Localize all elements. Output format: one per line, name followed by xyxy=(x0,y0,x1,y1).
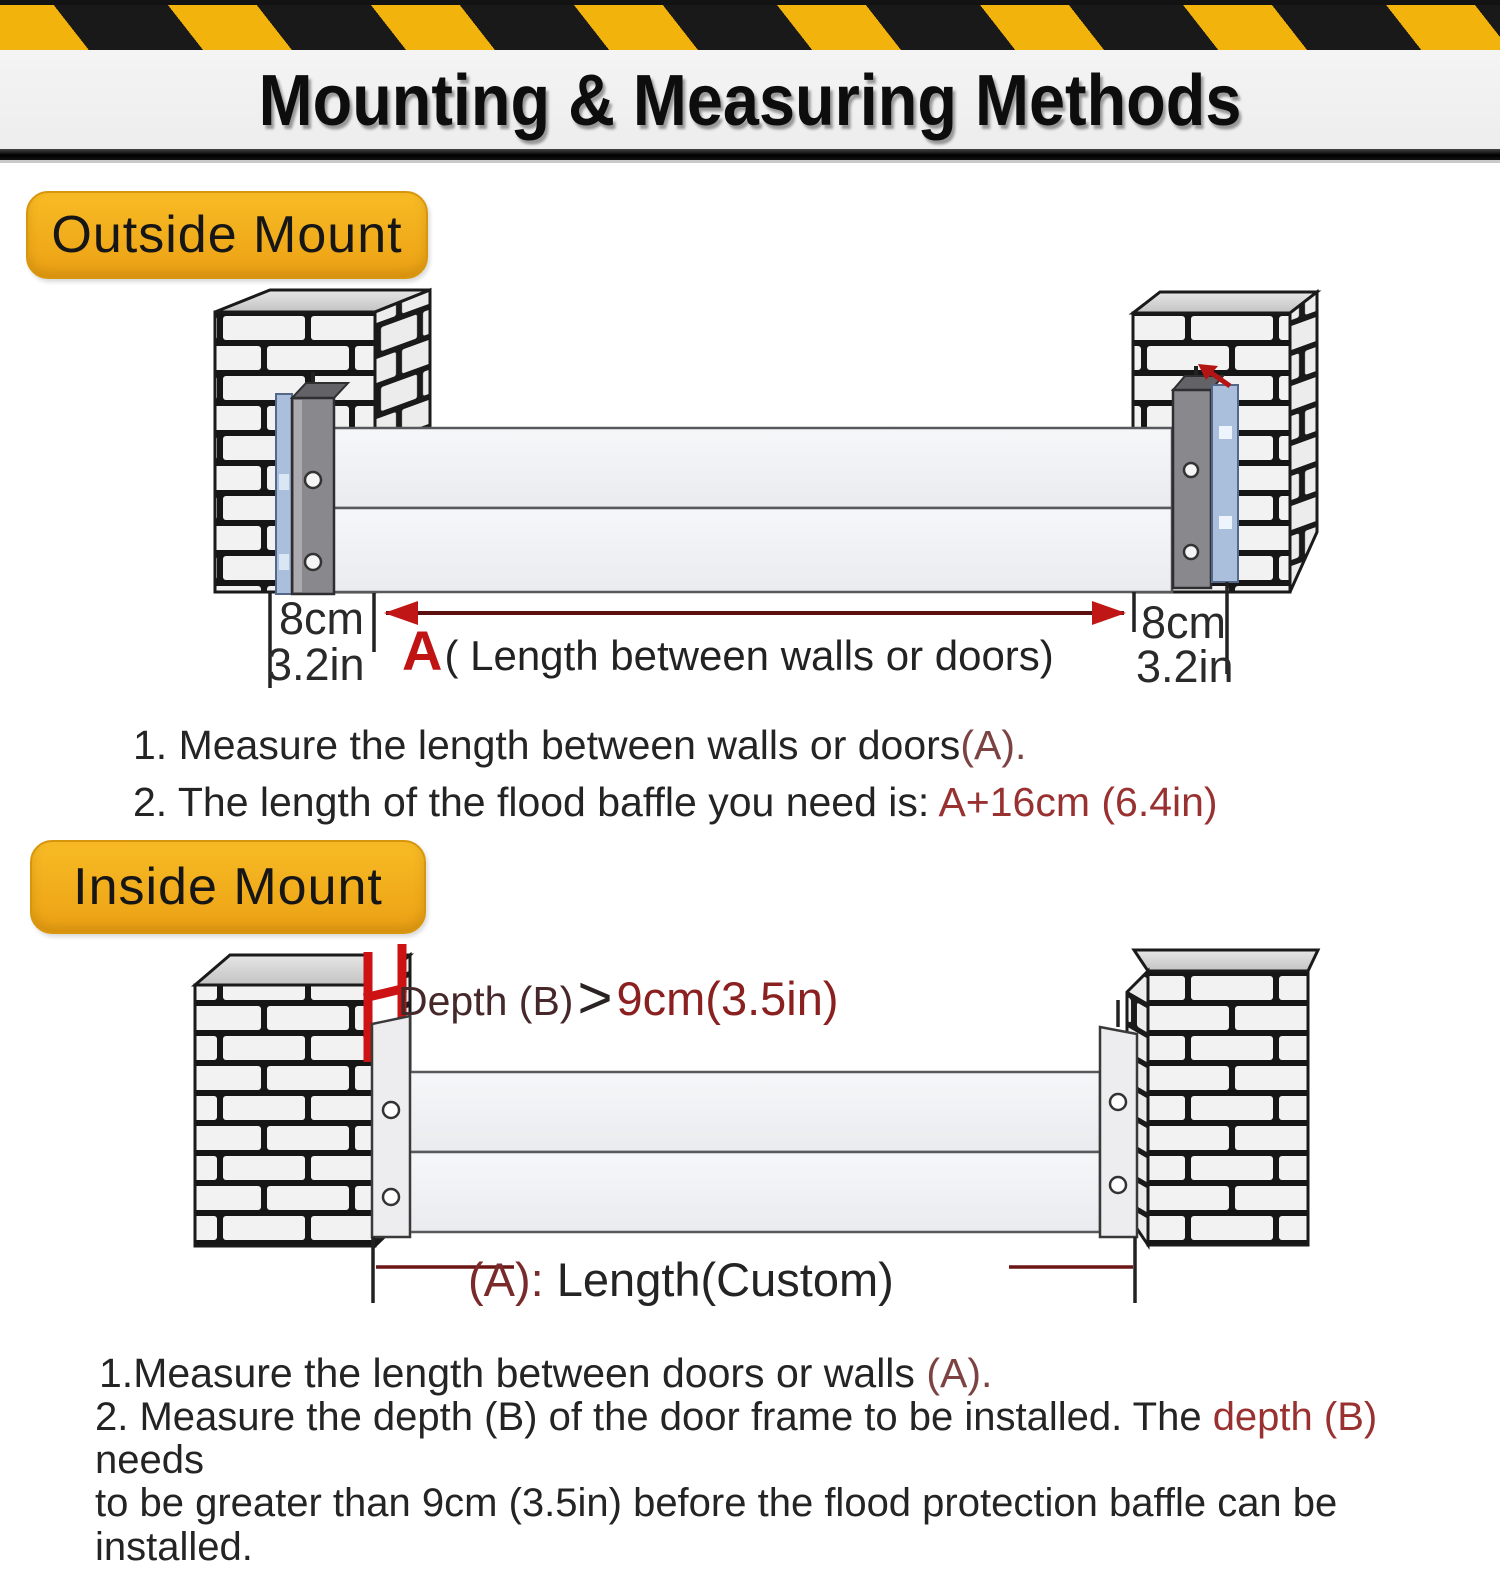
greater-than-sign: > xyxy=(577,964,613,1031)
inside-step-2 xyxy=(95,1396,1487,1569)
step-text: 1. Measure the length between walls or doors xyxy=(133,722,961,768)
screw-hole xyxy=(305,472,321,488)
step-text: 2. The length of the flood baffle you need is: xyxy=(133,779,939,825)
arrowhead-right-icon xyxy=(1092,601,1126,625)
step-highlight: (A). xyxy=(960,722,1027,768)
baffle-panel-bottom xyxy=(408,1152,1100,1232)
length-label-rest: ( Length between walls or doors) xyxy=(444,632,1054,679)
outside-mount-badge-label: Outside Mount xyxy=(51,206,403,264)
seal-strip xyxy=(1212,385,1238,582)
outside-step-2 xyxy=(133,779,1218,826)
flood-baffle xyxy=(332,428,1172,592)
baffle-panel-top xyxy=(332,428,1172,508)
depth-label-value: 9cm(3.5in) xyxy=(616,972,839,1025)
step-text: to be greater than 9cm (3.5in) before the flood protection baffle can be installed. xyxy=(95,1481,1338,1569)
inside-mount-badge xyxy=(30,840,426,934)
screw-hole xyxy=(383,1102,399,1118)
pillar-top-face xyxy=(1134,950,1318,971)
screw-hole xyxy=(1110,1094,1126,1110)
outside-length-label xyxy=(402,618,1054,683)
step-text: 2. Measure the depth (B) of the door frame to be installed. The xyxy=(95,1395,1213,1439)
length-label-rest: Length(Custom) xyxy=(543,1253,894,1306)
step-text: 1.Measure the length between doors or walls xyxy=(99,1350,927,1396)
title-divider xyxy=(0,149,1500,163)
length-label-a: (A): xyxy=(468,1253,544,1306)
length-label-a: A xyxy=(402,619,443,682)
step-highlight: depth (B) xyxy=(1212,1395,1378,1439)
depth-label-text: Depth (B) xyxy=(398,978,574,1024)
step-highlight: A+16cm (6.4in) xyxy=(938,779,1218,825)
outside-mount-badge xyxy=(26,191,428,279)
screw-hole xyxy=(1110,1177,1126,1193)
bracket-highlight xyxy=(294,400,302,592)
flood-baffle xyxy=(408,1072,1100,1232)
pillar-front-face xyxy=(195,985,375,1246)
depth-label xyxy=(398,960,839,1029)
seal-mark xyxy=(1219,516,1232,529)
inside-mount-badge-label: Inside Mount xyxy=(73,858,383,916)
hazard-stripe-banner xyxy=(0,5,1500,50)
step-highlight: (A). xyxy=(926,1350,993,1396)
pillar-side-face xyxy=(1290,292,1317,592)
bracket-body xyxy=(1100,1027,1137,1237)
outside-dim-left-cm: 8cm xyxy=(279,593,365,644)
page-title: Mounting & Measuring Methods xyxy=(258,61,1242,141)
pillar-top-face xyxy=(1133,292,1317,313)
outside-dim-left-in: 3.2in xyxy=(267,639,365,690)
left-channel-bracket xyxy=(372,1016,410,1237)
right-channel-bracket xyxy=(1100,1000,1137,1237)
seal-mark xyxy=(279,474,289,490)
right-mounting-bracket xyxy=(1173,364,1238,588)
screw-hole xyxy=(1184,545,1198,559)
screw-hole xyxy=(383,1189,399,1205)
pillar-front-face xyxy=(1148,971,1308,1245)
screw-hole xyxy=(305,554,321,570)
screw-hole xyxy=(1184,463,1198,477)
inside-length-label xyxy=(468,1252,894,1307)
seal-mark xyxy=(279,554,289,570)
outside-dim-right-cm: 8cm xyxy=(1141,597,1227,648)
inside-right-pillar xyxy=(1127,950,1318,1245)
baffle-panel-top xyxy=(408,1072,1100,1152)
seal-mark xyxy=(1219,426,1232,439)
outside-dim-right-in: 3.2in xyxy=(1136,641,1234,692)
outside-step-1 xyxy=(133,722,1026,769)
step-text: needs xyxy=(95,1438,204,1483)
inside-step-1 xyxy=(99,1350,992,1397)
baffle-panel-bottom xyxy=(332,508,1172,592)
